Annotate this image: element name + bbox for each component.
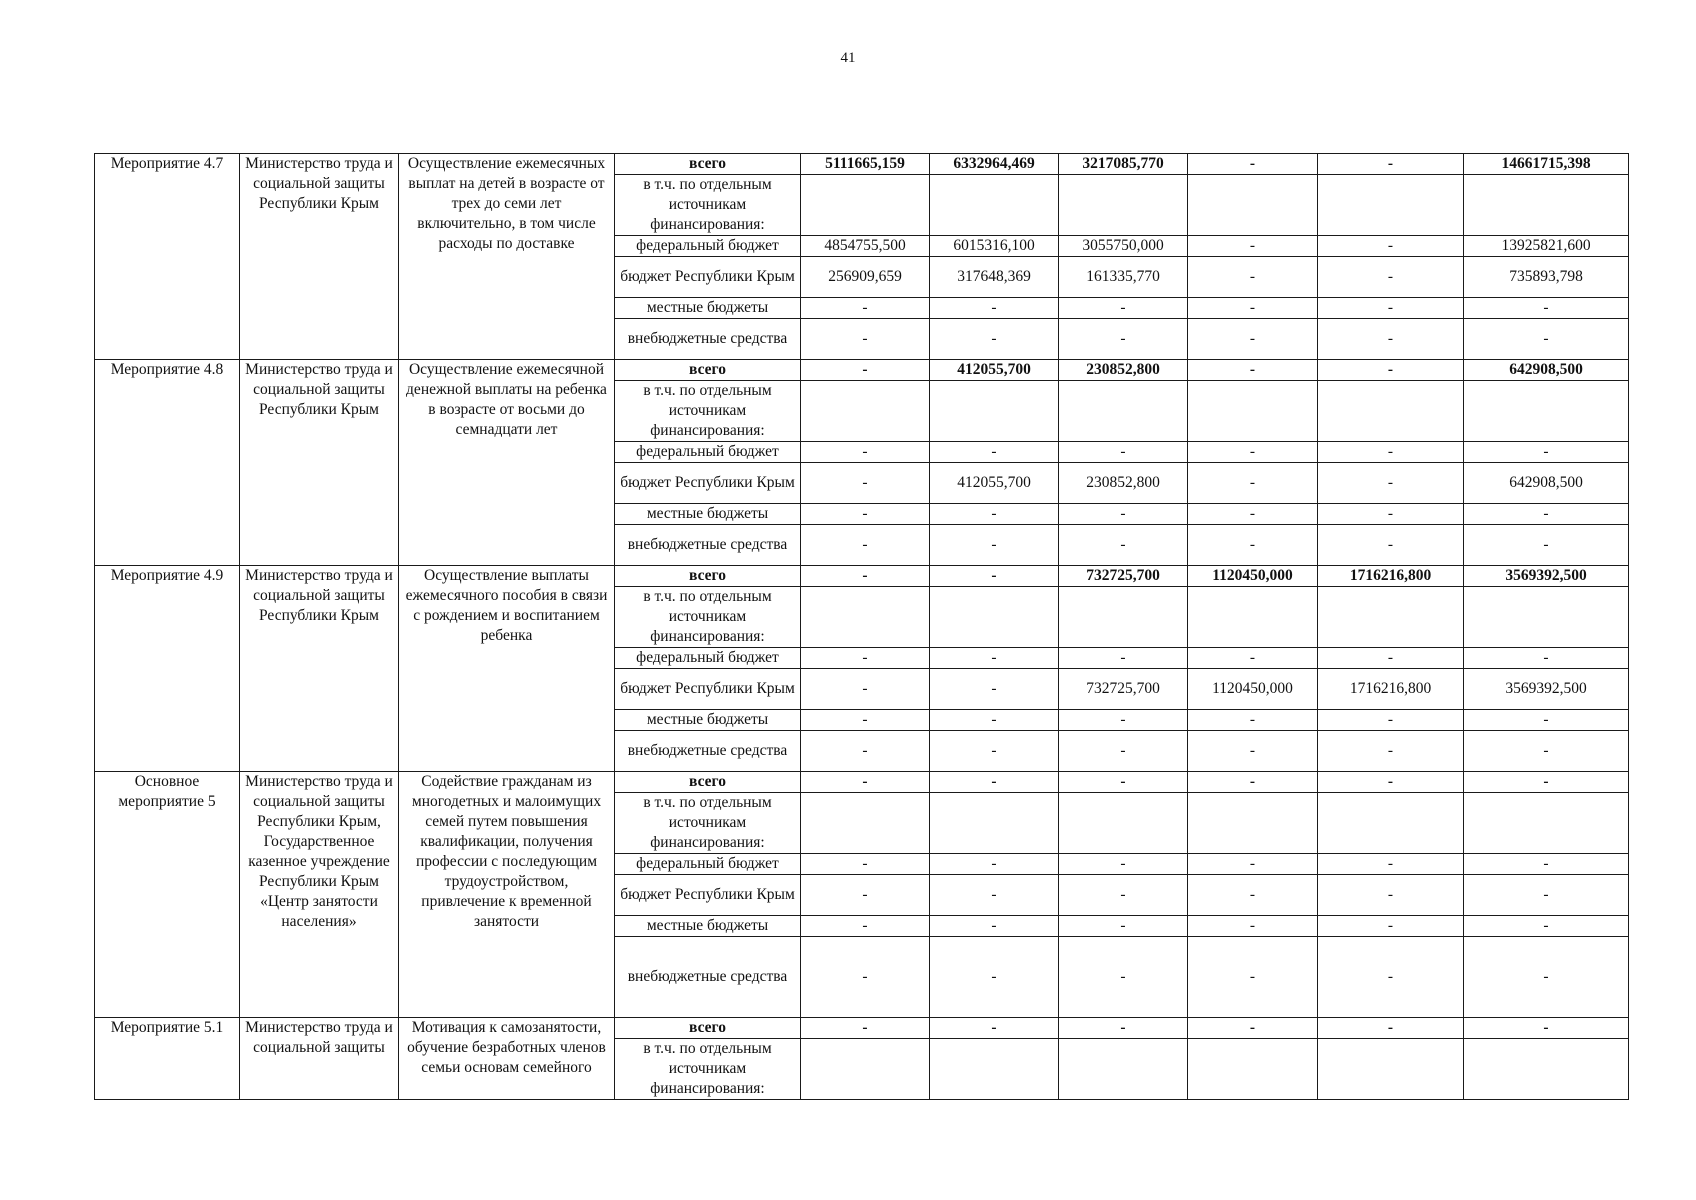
amount-cell	[1059, 381, 1188, 442]
amount-cell: -	[1464, 1018, 1629, 1039]
amount-cell	[1464, 793, 1629, 854]
amount-cell: -	[1318, 154, 1464, 175]
funding-source-cell: федеральный бюджет	[615, 648, 801, 669]
amount-cell: -	[1464, 298, 1629, 319]
amount-cell: -	[930, 319, 1059, 360]
funding-source-cell: внебюджетные средства	[615, 937, 801, 1018]
amount-cell: -	[1188, 916, 1318, 937]
amount-cell: -	[1188, 463, 1318, 504]
funding-source-cell: бюджет Республики Крым	[615, 257, 801, 298]
amount-cell	[930, 175, 1059, 236]
amount-cell	[1318, 793, 1464, 854]
amount-cell: 161335,770	[1059, 257, 1188, 298]
amount-cell: -	[1188, 360, 1318, 381]
amount-cell: -	[930, 854, 1059, 875]
amount-cell: 6332964,469	[930, 154, 1059, 175]
amount-cell: -	[1059, 710, 1188, 731]
amount-cell: -	[930, 504, 1059, 525]
amount-cell: 1716216,800	[1318, 566, 1464, 587]
amount-cell: -	[1188, 257, 1318, 298]
amount-cell: -	[1318, 1018, 1464, 1039]
description-cell: Содействие гражданам из многодетных и малоимущих семей путем повышения квалификации, получения профессии с последующим трудоустройством, привлечение к временной занятости	[399, 772, 615, 1018]
amount-cell	[1188, 587, 1318, 648]
amount-cell: 642908,500	[1464, 463, 1629, 504]
funding-source-cell: бюджет Республики Крым	[615, 463, 801, 504]
amount-cell: -	[930, 648, 1059, 669]
amount-cell	[1318, 175, 1464, 236]
amount-cell	[930, 1039, 1059, 1100]
amount-cell: -	[1188, 525, 1318, 566]
amount-cell: -	[1188, 937, 1318, 1018]
amount-cell: 4854755,500	[801, 236, 930, 257]
amount-cell	[1464, 587, 1629, 648]
amount-cell: -	[801, 525, 930, 566]
amount-cell: -	[1318, 772, 1464, 793]
table-row	[95, 772, 1629, 793]
amount-cell: 256909,659	[801, 257, 930, 298]
amount-cell	[1059, 175, 1188, 236]
amount-cell: -	[1188, 319, 1318, 360]
amount-cell: -	[1464, 648, 1629, 669]
amount-cell	[1464, 1039, 1629, 1100]
funding-source-cell: в т.ч. по отдельным источникам финансирования:	[615, 175, 801, 236]
executor-cell: Министерство труда и социальной защиты Республики Крым	[240, 154, 399, 360]
funding-source-cell: всего	[615, 360, 801, 381]
amount-cell: -	[1318, 257, 1464, 298]
amount-cell: -	[801, 298, 930, 319]
measure-code: Основное мероприятие 5	[95, 772, 240, 1018]
amount-cell: -	[1188, 1018, 1318, 1039]
amount-cell	[1059, 1039, 1188, 1100]
amount-cell	[801, 587, 930, 648]
amount-cell: -	[801, 463, 930, 504]
amount-cell: -	[1318, 937, 1464, 1018]
amount-cell: -	[1464, 710, 1629, 731]
page-number: 41	[840, 50, 856, 66]
amount-cell: -	[1188, 154, 1318, 175]
amount-cell	[1464, 381, 1629, 442]
amount-cell: -	[1318, 504, 1464, 525]
amount-cell	[930, 793, 1059, 854]
amount-cell: -	[1059, 772, 1188, 793]
amount-cell: -	[1188, 236, 1318, 257]
amount-cell: 230852,800	[1059, 360, 1188, 381]
amount-cell: -	[801, 710, 930, 731]
amount-cell: -	[1318, 298, 1464, 319]
amount-cell: 5111665,159	[801, 154, 930, 175]
amount-cell: -	[930, 669, 1059, 710]
amount-cell: -	[1059, 298, 1188, 319]
amount-cell: 412055,700	[930, 463, 1059, 504]
amount-cell: -	[801, 937, 930, 1018]
amount-cell	[1188, 175, 1318, 236]
amount-cell: -	[930, 298, 1059, 319]
amount-cell	[801, 793, 930, 854]
amount-cell: -	[801, 916, 930, 937]
amount-cell: -	[1188, 772, 1318, 793]
amount-cell: -	[1318, 360, 1464, 381]
amount-cell: -	[1059, 875, 1188, 916]
amount-cell: -	[1464, 525, 1629, 566]
measure-code: Мероприятие 5.1	[95, 1018, 240, 1100]
funding-source-cell: в т.ч. по отдельным источникам финансирования:	[615, 793, 801, 854]
amount-cell: -	[801, 360, 930, 381]
amount-cell: 642908,500	[1464, 360, 1629, 381]
amount-cell: -	[930, 937, 1059, 1018]
amount-cell: -	[1059, 937, 1188, 1018]
table-row	[95, 360, 1629, 381]
funding-source-cell: всего	[615, 154, 801, 175]
amount-cell: -	[801, 669, 930, 710]
funding-source-cell: местные бюджеты	[615, 916, 801, 937]
amount-cell: 3569392,500	[1464, 566, 1629, 587]
table-row	[95, 1018, 1629, 1039]
amount-cell: -	[1318, 463, 1464, 504]
funding-table	[94, 153, 1629, 1100]
amount-cell: -	[801, 1018, 930, 1039]
amount-cell: -	[801, 854, 930, 875]
executor-cell: Министерство труда и социальной защиты Республики Крым	[240, 360, 399, 566]
amount-cell: -	[1188, 710, 1318, 731]
funding-source-cell: внебюджетные средства	[615, 319, 801, 360]
amount-cell: -	[801, 319, 930, 360]
amount-cell: 317648,369	[930, 257, 1059, 298]
amount-cell: -	[1188, 854, 1318, 875]
funding-source-cell: бюджет Республики Крым	[615, 669, 801, 710]
amount-cell: -	[930, 731, 1059, 772]
amount-cell	[930, 381, 1059, 442]
amount-cell: -	[930, 525, 1059, 566]
amount-cell: -	[1059, 319, 1188, 360]
description-cell: Мотивация к самозанятости, обучение безработных членов семьи основам семейного	[399, 1018, 615, 1100]
funding-source-cell: федеральный бюджет	[615, 236, 801, 257]
amount-cell: -	[930, 772, 1059, 793]
amount-cell: -	[801, 772, 930, 793]
amount-cell: -	[1318, 648, 1464, 669]
amount-cell: -	[1059, 854, 1188, 875]
amount-cell: 3217085,770	[1059, 154, 1188, 175]
funding-source-cell: внебюджетные средства	[615, 731, 801, 772]
description-cell: Осуществление ежемесячной денежной выплаты на ребенка в возрасте от восьми до семнадцати лет	[399, 360, 615, 566]
funding-source-cell: всего	[615, 566, 801, 587]
amount-cell: -	[801, 442, 930, 463]
amount-cell: -	[1464, 916, 1629, 937]
amount-cell: -	[1318, 710, 1464, 731]
amount-cell	[1318, 1039, 1464, 1100]
amount-cell: 735893,798	[1464, 257, 1629, 298]
amount-cell: -	[1318, 525, 1464, 566]
amount-cell: -	[801, 648, 930, 669]
table-row	[95, 154, 1629, 175]
amount-cell: -	[1318, 916, 1464, 937]
measure-code: Мероприятие 4.8	[95, 360, 240, 566]
amount-cell: 732725,700	[1059, 566, 1188, 587]
amount-cell: -	[1059, 731, 1188, 772]
amount-cell: 14661715,398	[1464, 154, 1629, 175]
amount-cell: -	[1464, 442, 1629, 463]
amount-cell	[801, 175, 930, 236]
measure-code: Мероприятие 4.7	[95, 154, 240, 360]
amount-cell: -	[1059, 525, 1188, 566]
amount-cell: -	[1188, 442, 1318, 463]
executor-cell: Министерство труда и социальной защиты Республики Крым	[240, 566, 399, 772]
amount-cell: -	[1464, 319, 1629, 360]
amount-cell: -	[1188, 298, 1318, 319]
description-cell: Осуществление выплаты ежемесячного пособия в связи с рождением и воспитанием ребенка	[399, 566, 615, 772]
amount-cell: -	[1188, 875, 1318, 916]
amount-cell: -	[1318, 442, 1464, 463]
description-cell: Осуществление ежемесячных выплат на детей в возрасте от трех до семи лет включительно, в том числе расходы по доставке	[399, 154, 615, 360]
funding-source-cell: всего	[615, 1018, 801, 1039]
amount-cell: 3055750,000	[1059, 236, 1188, 257]
amount-cell: -	[1318, 875, 1464, 916]
funding-source-cell: в т.ч. по отдельным источникам финансирования:	[615, 1039, 801, 1100]
amount-cell: 3569392,500	[1464, 669, 1629, 710]
amount-cell: 230852,800	[1059, 463, 1188, 504]
amount-cell: 1716216,800	[1318, 669, 1464, 710]
executor-cell: Министерство труда и социальной защиты	[240, 1018, 399, 1100]
amount-cell: -	[1188, 648, 1318, 669]
amount-cell: -	[1464, 854, 1629, 875]
amount-cell: -	[1059, 442, 1188, 463]
amount-cell: 6015316,100	[930, 236, 1059, 257]
amount-cell	[930, 587, 1059, 648]
funding-source-cell: местные бюджеты	[615, 298, 801, 319]
amount-cell	[1318, 587, 1464, 648]
funding-source-cell: федеральный бюджет	[615, 854, 801, 875]
amount-cell: -	[1059, 916, 1188, 937]
funding-source-cell: бюджет Республики Крым	[615, 875, 801, 916]
amount-cell	[1318, 381, 1464, 442]
amount-cell	[1059, 793, 1188, 854]
amount-cell: -	[930, 875, 1059, 916]
funding-source-cell: в т.ч. по отдельным источникам финансирования:	[615, 587, 801, 648]
measure-code: Мероприятие 4.9	[95, 566, 240, 772]
amount-cell: -	[1318, 731, 1464, 772]
amount-cell: -	[1464, 875, 1629, 916]
amount-cell: 412055,700	[930, 360, 1059, 381]
amount-cell: 1120450,000	[1188, 566, 1318, 587]
funding-source-cell: федеральный бюджет	[615, 442, 801, 463]
funding-source-cell: в т.ч. по отдельным источникам финансирования:	[615, 381, 801, 442]
amount-cell: -	[801, 504, 930, 525]
amount-cell: -	[801, 875, 930, 916]
amount-cell	[1059, 587, 1188, 648]
amount-cell: 13925821,600	[1464, 236, 1629, 257]
amount-cell: -	[801, 731, 930, 772]
funding-source-cell: местные бюджеты	[615, 504, 801, 525]
amount-cell: 1120450,000	[1188, 669, 1318, 710]
amount-cell: -	[1188, 731, 1318, 772]
funding-source-cell: всего	[615, 772, 801, 793]
amount-cell	[1188, 793, 1318, 854]
executor-cell: Министерство труда и социальной защиты Республики Крым, Государственное казенное учреждение Республики Крым «Центр занятости населения»	[240, 772, 399, 1018]
amount-cell: -	[930, 442, 1059, 463]
amount-cell	[1464, 175, 1629, 236]
amount-cell: -	[1059, 1018, 1188, 1039]
amount-cell: -	[1464, 504, 1629, 525]
amount-cell: -	[1464, 731, 1629, 772]
table-row	[95, 566, 1629, 587]
funding-source-cell: внебюджетные средства	[615, 525, 801, 566]
amount-cell	[801, 381, 930, 442]
amount-cell: -	[1318, 854, 1464, 875]
amount-cell: -	[930, 1018, 1059, 1039]
amount-cell	[801, 1039, 930, 1100]
amount-cell: -	[930, 566, 1059, 587]
amount-cell: -	[1059, 504, 1188, 525]
amount-cell: -	[930, 916, 1059, 937]
amount-cell: -	[801, 566, 930, 587]
amount-cell	[1188, 381, 1318, 442]
amount-cell: -	[1318, 236, 1464, 257]
amount-cell: -	[1059, 648, 1188, 669]
amount-cell: -	[930, 710, 1059, 731]
amount-cell: -	[1464, 772, 1629, 793]
amount-cell	[1188, 1039, 1318, 1100]
amount-cell: -	[1464, 937, 1629, 1018]
amount-cell: -	[1188, 504, 1318, 525]
amount-cell: -	[1318, 319, 1464, 360]
amount-cell: 732725,700	[1059, 669, 1188, 710]
funding-source-cell: местные бюджеты	[615, 710, 801, 731]
